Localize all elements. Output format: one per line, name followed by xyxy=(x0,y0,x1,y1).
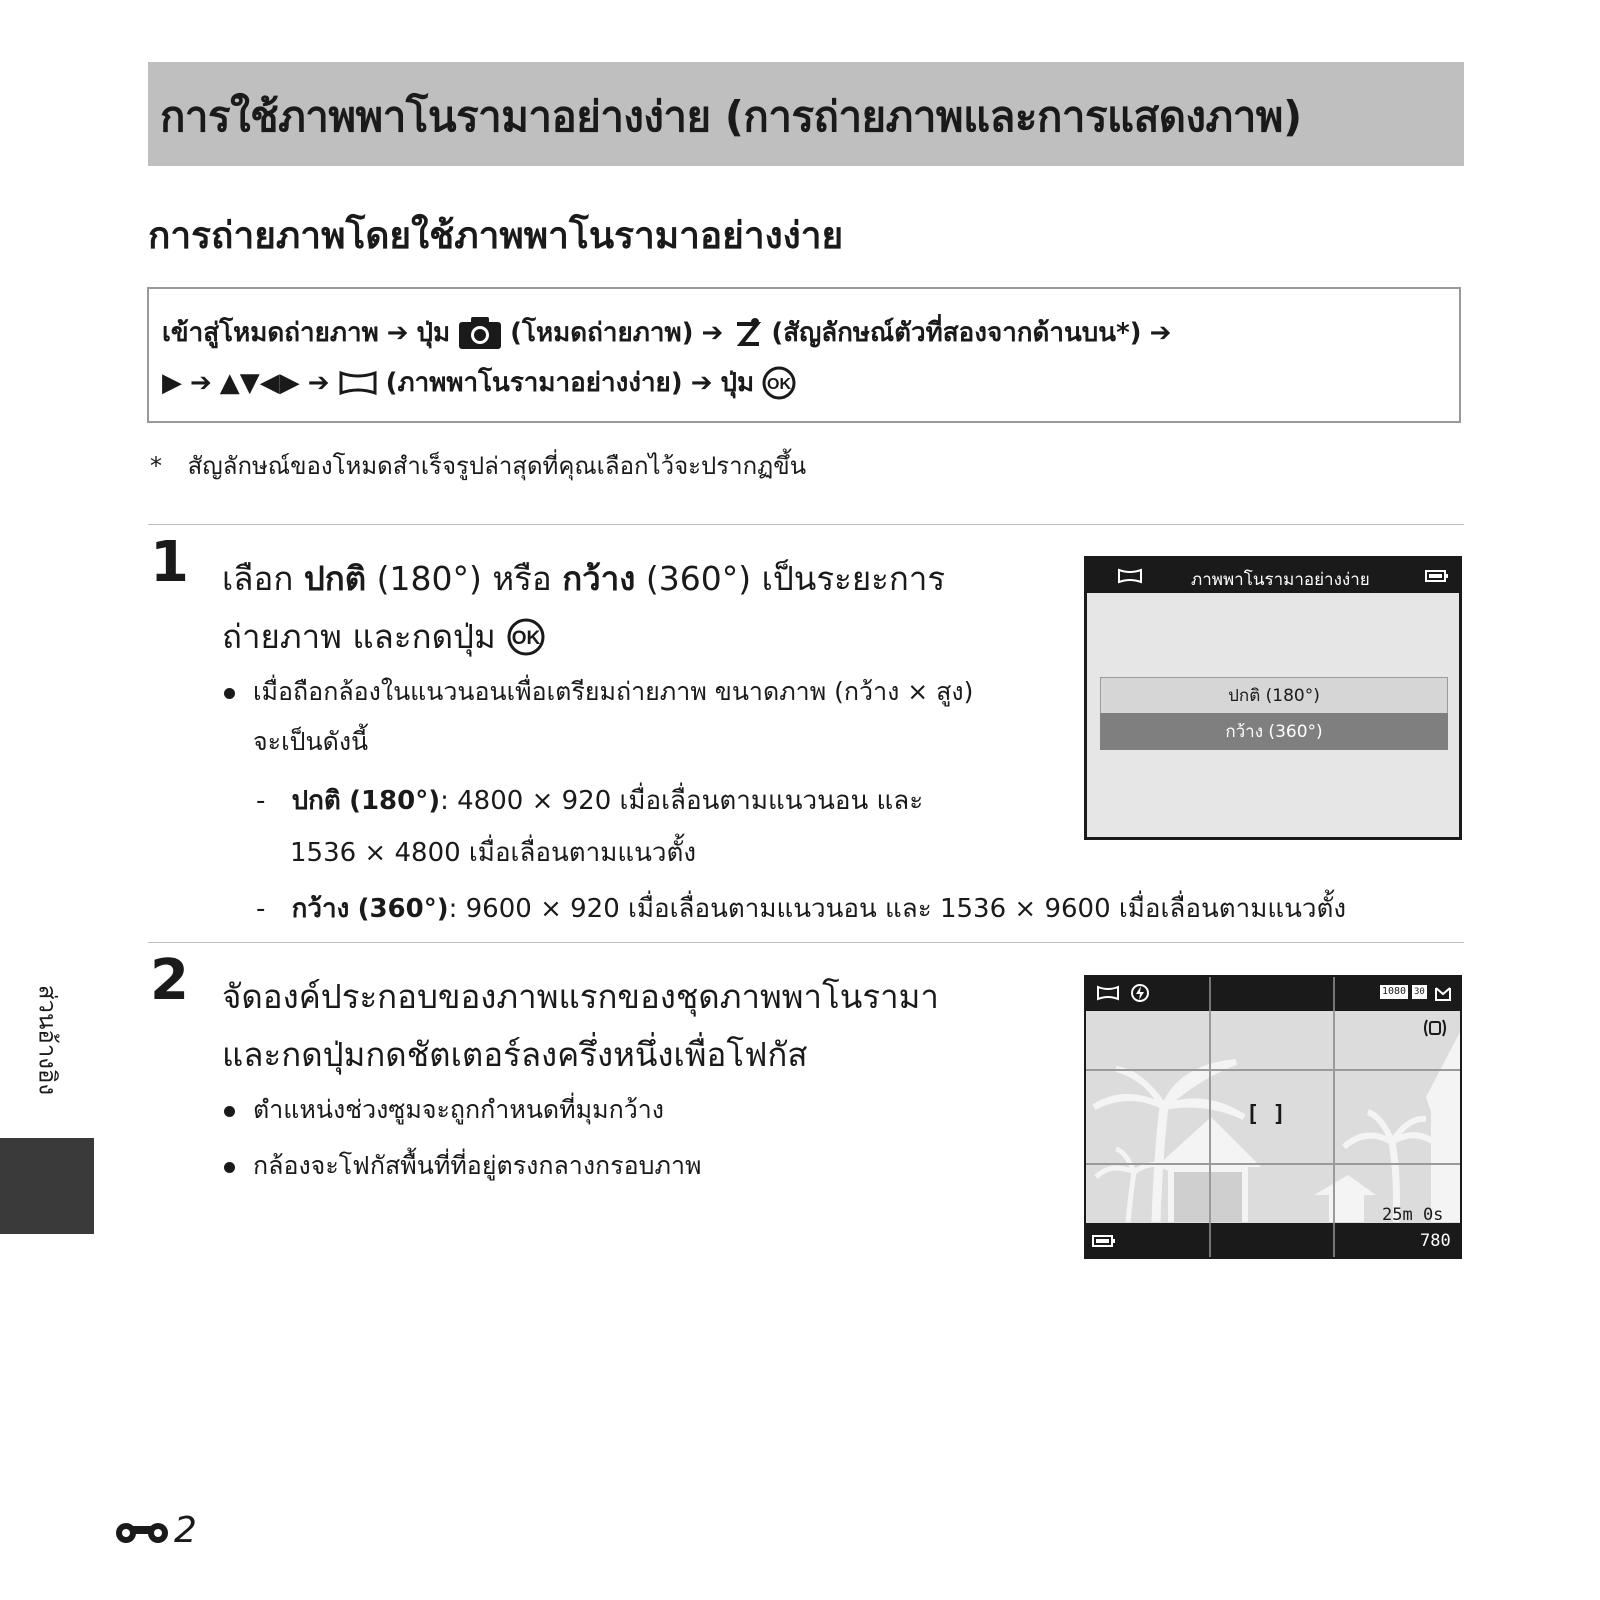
arrow-right-icon: ➔ xyxy=(690,367,713,398)
nav-second-icon: (สัญลักษณ์ตัวที่สองจากด้านบน*) xyxy=(771,318,1142,348)
camera-live-view xyxy=(1084,975,1462,1259)
footnote-mark: * xyxy=(150,452,162,480)
menu-option-wide[interactable]: กว้าง (360°) xyxy=(1100,713,1448,750)
side-section-label: ส่วนอ้างอิง xyxy=(33,984,62,1096)
nav-line-1 xyxy=(162,312,1171,353)
nav-button-label-2: ปุ่ม xyxy=(720,368,755,398)
page-title: การใช้ภาพพาโนรามาอย่างง่าย (การถ่ายภาพและการแสดงภาพ) xyxy=(160,92,1302,141)
multi-selector-icon: ▲▼◀▶ xyxy=(219,367,300,398)
right-triangle-icon: ▶ xyxy=(162,367,182,398)
arrow-right-icon: ➔ xyxy=(307,367,330,398)
divider xyxy=(148,942,1464,943)
menu-option-normal[interactable]: ปกติ (180°) xyxy=(1100,677,1448,714)
remaining-exposures: 780 xyxy=(1420,1231,1451,1251)
step2-bullet-2: กล้องจะโฟกัสพื้นที่ที่อยู่ตรงกลางกรอบภาพ xyxy=(224,1146,702,1186)
divider xyxy=(148,524,1464,525)
bullet-dot xyxy=(224,1106,235,1117)
nav-line-2 xyxy=(162,362,796,403)
footnote-text: สัญลักษณ์ของโหมดสำเร็จรูปล่าสุดที่คุณเลือกไว้จะปรากฏขึ้น xyxy=(187,452,807,480)
section-title: การถ่ายภาพโดยใช้ภาพพาโนรามาอย่างง่าย xyxy=(148,214,844,257)
step1-sub2: - กว้าง (360°): 9600 × 920 เมื่อเลื่อนตามแนวนอน และ 1536 × 9600 เมื่อเลื่อนตามแนวตั้ง xyxy=(256,894,1347,924)
remaining-recording-time: 25m 0s xyxy=(1382,1205,1444,1225)
svg-text:OK: OK xyxy=(767,375,792,393)
step1-line2: ถ่ายภาพ และกดปุ่ม OK xyxy=(222,610,546,663)
step1-line1: เลือก ปกติ (180°) หรือ กว้าง (360°) เป็นระยะการ xyxy=(222,559,946,598)
step-number-1: 1 xyxy=(150,530,189,595)
section-tab-block xyxy=(0,1138,94,1234)
camera-menu-screen xyxy=(1084,556,1462,840)
vr-icon xyxy=(1434,984,1452,1002)
bullet-dot xyxy=(224,1162,235,1173)
step2-bullet-1: ตำแหน่งช่วงซูมจะถูกกำหนดที่มุมกว้าง xyxy=(224,1090,664,1130)
video-fps: 30 xyxy=(1414,987,1425,997)
page-number: 2 xyxy=(112,1510,197,1551)
video-resolution: 1080 xyxy=(1382,986,1407,997)
flash-off-icon xyxy=(1130,983,1150,1003)
focus-area-bracket: [ ] xyxy=(1246,1102,1286,1127)
nav-button-label: ปุ่ม xyxy=(416,318,451,348)
battery-icon xyxy=(1092,1234,1116,1248)
easy-panorama-icon xyxy=(1117,568,1143,584)
menu-header xyxy=(1087,559,1459,593)
scene-auto-icon xyxy=(731,316,763,350)
step2-line1: จัดองค์ประกอบของภาพแรกของชุดภาพพาโนรามา xyxy=(222,977,939,1016)
svg-text:OK: OK xyxy=(511,627,540,649)
battery-icon xyxy=(1425,569,1449,583)
menu-title: ภาพพาโนรามาอย่างง่าย xyxy=(1191,570,1370,590)
arrow-right-icon: ➔ xyxy=(1149,317,1172,348)
reference-binoculars-icon xyxy=(112,1516,172,1546)
arrow-right-icon: ➔ xyxy=(386,317,409,348)
footnote xyxy=(150,446,806,485)
nav-shooting-mode: (โหมดถ่ายภาพ) xyxy=(510,318,694,348)
ok-button-icon xyxy=(506,617,546,657)
easy-panorama-icon xyxy=(338,370,378,396)
step2-line2: และกดปุ่มกดชัตเตอร์ลงครึ่งหนึ่งเพื่อโฟกัส xyxy=(222,1035,808,1074)
nav-enter-mode: เข้าสู่โหมดถ่ายภาพ xyxy=(162,318,379,348)
vibration-reduction-icon xyxy=(1422,1017,1448,1039)
bullet-dot xyxy=(224,688,235,699)
easy-panorama-icon xyxy=(1096,985,1120,1001)
step1-bullet-cont: จะเป็นดังนี้ xyxy=(253,727,369,756)
step1-sub1: - ปกติ (180°): 4800 × 920 เมื่อเลื่อนตามแนวนอน และ xyxy=(256,786,924,816)
camera-icon xyxy=(458,316,502,350)
arrow-right-icon: ➔ xyxy=(190,367,212,398)
step-number-2: 2 xyxy=(150,948,189,1013)
nav-easy-panorama: (ภาพพาโนรามาอย่างง่าย) xyxy=(385,368,683,398)
ok-button-icon xyxy=(762,366,796,400)
arrow-right-icon: ➔ xyxy=(701,317,724,348)
step1-bullet: เมื่อถือกล้องในแนวนอนเพื่อเตรียมถ่ายภาพ ขนาดภาพ (กว้าง × สูง) xyxy=(224,672,973,712)
step1-sub1-cont: 1536 × 4800 เมื่อเลื่อนตามแนวตั้ง xyxy=(290,838,697,868)
